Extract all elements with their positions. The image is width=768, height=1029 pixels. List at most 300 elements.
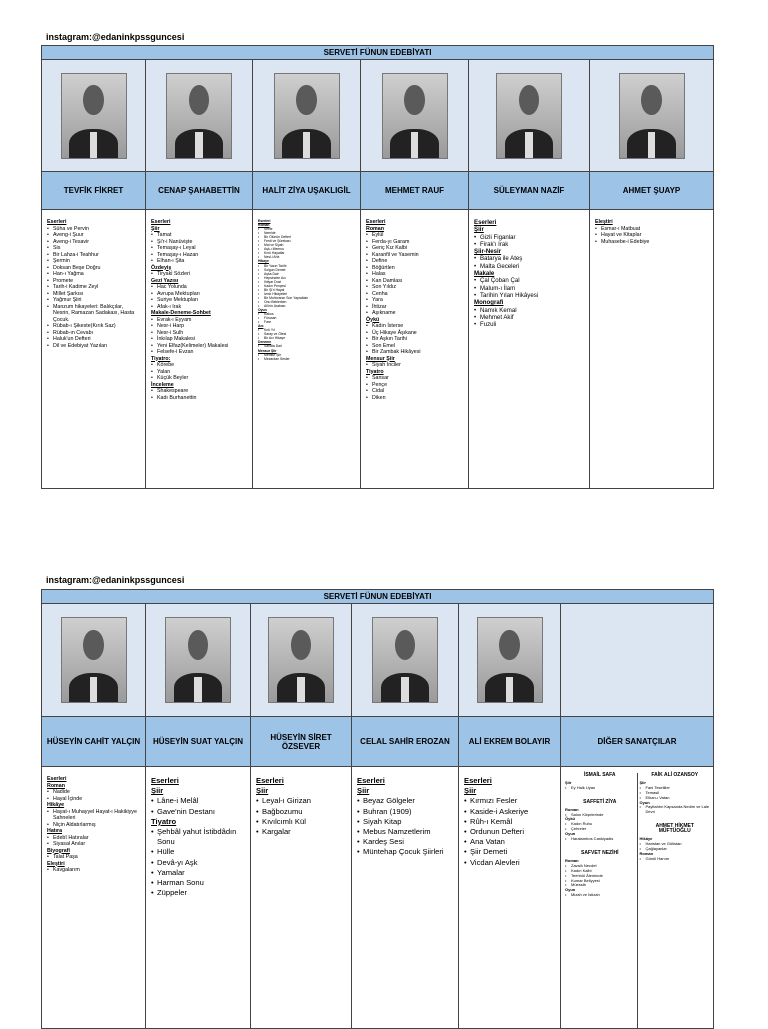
- list-item: • Üç Hikaye Âşıkane: [366, 330, 464, 337]
- list-item: • Son Yıldız: [366, 284, 464, 291]
- section-heading: Şiir: [357, 786, 370, 796]
- portrait-tevfik-fikret: [42, 60, 146, 171]
- list-item: • Tamat: [151, 232, 248, 239]
- works-items: [151, 271, 248, 278]
- list-item: • Rübab-ı Şikeste(Kırık Saz): [47, 323, 141, 330]
- other-artist-block: [565, 851, 635, 898]
- section-heading: Hikâye: [47, 802, 65, 808]
- author-name: MEHMET RAUF: [361, 172, 469, 209]
- list-item: • Yağmur Şiiri: [47, 297, 141, 304]
- section-heading: Roman: [47, 782, 65, 789]
- list-item: • Nesl-i Ahir: [258, 255, 356, 259]
- section-heading: Eserleri: [151, 776, 179, 785]
- works-items: [258, 312, 356, 324]
- list-item: • Kadın Pençesi: [258, 284, 356, 288]
- list-item: • İzmir Hikâyeleri: [258, 292, 356, 296]
- list-item: • Yara: [366, 297, 464, 304]
- portrait-huseyin-cahit: [42, 604, 146, 716]
- section-heading: Eserleri: [357, 776, 385, 785]
- list-item: • Böğürtlen: [366, 265, 464, 272]
- list-item: • Halas: [366, 271, 464, 278]
- section-heading: Şiir: [151, 225, 160, 232]
- works-items: [464, 796, 556, 867]
- list-item: • Bir Lahza-i Teahhur: [47, 252, 141, 259]
- list-item: • Haluk'un Defteri: [47, 336, 141, 343]
- section-heading: Oyun: [639, 799, 650, 805]
- works-items: [640, 842, 711, 852]
- list-item: • Kıvılcımlı Kül: [256, 817, 347, 827]
- works-items: [565, 813, 635, 818]
- section-heading: Oyun: [258, 308, 267, 313]
- section-heading: Özdeyiş: [151, 264, 172, 271]
- works-items: [366, 232, 464, 317]
- list-item: • Fani Teselliler: [640, 786, 711, 791]
- list-item: • Temaşay-ı Hazan: [151, 252, 248, 259]
- section-heading: Şiir: [151, 786, 164, 796]
- other-artist-name: AHMET HİKMET MÜFTÜOĞLU: [655, 823, 694, 835]
- list-item: • Kadın Kalbi: [565, 869, 635, 874]
- list-item: • Fuzuli: [474, 321, 585, 328]
- other-artists-header: DİĞER SANATÇILAR: [561, 717, 713, 766]
- section-heading: İnceleme: [151, 381, 174, 388]
- list-item: • Solgun Demet: [258, 268, 356, 272]
- list-item: • Onu Beklerken: [258, 300, 356, 304]
- list-item: • Bir Ölünün Defteri: [258, 235, 356, 239]
- section-heading: Oyun: [565, 887, 576, 893]
- works-items: [151, 284, 248, 310]
- section-heading: Şiir: [474, 226, 484, 234]
- list-item: • Esmar-ı Matbuat: [595, 226, 709, 233]
- list-item: • Elhan-ı Vatan: [640, 796, 711, 801]
- list-item: • Buhran (1909): [357, 807, 454, 817]
- list-item: • Hayat-ı Muhayyel Hayat-ı Hakikiyye Sahneleri: [47, 809, 141, 822]
- list-item: • Hayal İçinde: [47, 796, 141, 803]
- list-item: • Saray ve Ötesi: [258, 332, 356, 336]
- instagram-handle: instagram:@edaninkpssguncesi: [46, 32, 185, 42]
- works-items: [366, 323, 464, 356]
- list-item: • Sühа ve Pervin: [47, 226, 141, 233]
- list-item: • Pençe: [366, 382, 464, 389]
- list-item: • Talat Paşa: [47, 854, 141, 861]
- list-item: • Genç Kız Kalbi: [366, 245, 464, 252]
- section-heading: Şiir: [565, 779, 572, 785]
- author-name: HÜSEYİN CAHİT YALÇIN: [42, 717, 146, 766]
- works-items: [47, 226, 141, 350]
- works-items: [474, 234, 585, 249]
- list-item: • Suriye Mektupları: [151, 297, 248, 304]
- list-item: • Ali'nin Arabası: [258, 304, 356, 308]
- portrait-halit-ziya: [253, 60, 361, 171]
- list-item: • Siyasal Anılar: [47, 841, 141, 848]
- list-item: • Bir Zambak Hikâyesi: [366, 349, 464, 356]
- section-heading: Mensur Şiir: [258, 348, 277, 353]
- list-item: • Bir Acı Hikaye: [258, 336, 356, 340]
- works-items: [151, 388, 248, 401]
- portrait-celal-sahir: [352, 604, 459, 716]
- works-items: [565, 786, 635, 791]
- works-list: [590, 210, 713, 489]
- list-item: • Ordunun Defteri: [464, 827, 556, 837]
- section-heading: Monografi: [474, 299, 504, 307]
- other-artists-right: [638, 773, 713, 1029]
- works-items: [47, 835, 141, 848]
- section-heading: Eserleri: [47, 219, 67, 225]
- list-item: • Tarih-i Kadime Zeyl: [47, 284, 141, 291]
- list-item: • Şermin: [47, 258, 141, 265]
- section-heading: Eleştiri: [595, 219, 613, 225]
- list-item: • Müntehap Çocuk Şiirleri: [357, 847, 454, 857]
- section-heading: Roman: [366, 225, 384, 232]
- list-item: • Şehbâl yahut İstibdâdın Sonu: [151, 827, 246, 847]
- list-item: • Doksan Beşe Doğru: [47, 265, 141, 272]
- works-items: [474, 255, 585, 270]
- portrait-suleyman-nazif: [469, 60, 590, 171]
- works-items: [366, 362, 464, 369]
- portrait-photo: [274, 73, 340, 159]
- works-items: [258, 353, 356, 361]
- list-item: • Hülle: [151, 847, 246, 857]
- list-item: • Diken: [366, 395, 464, 402]
- list-item: • Mai ve Siyah: [258, 243, 356, 247]
- author-name: CENAP ŞAHABETTİN: [146, 172, 253, 209]
- list-item: • Kadın İsterse: [366, 323, 464, 330]
- other-artist-name: FAİK ALİ OZANSOY: [651, 772, 699, 778]
- works-items: [151, 317, 248, 356]
- author-name: AHMET ŞUAYP: [590, 172, 713, 209]
- list-item: • Kırk Yıl: [258, 328, 356, 332]
- list-item: • Nesr-i Sulh: [151, 330, 248, 337]
- works-items: [151, 827, 246, 898]
- section-heading: Mensur Şiir: [366, 355, 395, 362]
- list-item: • İnkılap Makalesi: [151, 336, 248, 343]
- table-title: SERVETİ FÜNUN EDEBİYATI: [42, 590, 713, 604]
- list-item: • Mensur Şiir: [258, 353, 356, 357]
- section-heading: Deneme: [258, 340, 272, 345]
- list-item: • Nemide: [258, 231, 356, 235]
- list-item: • Vicdan Alevleri: [464, 858, 556, 868]
- list-item: • Çehreler: [565, 827, 635, 832]
- list-item: • Edebî Hatıralar: [47, 835, 141, 842]
- works-items: [565, 864, 635, 889]
- list-item: • Tarihin Yılan Hikâyesi: [474, 292, 585, 299]
- list-item: • Gönül Hanım: [640, 857, 711, 862]
- list-item: • Nadide: [47, 789, 141, 796]
- list-item: • Son Emel: [366, 343, 464, 350]
- list-item: • Firak'ı Irak: [474, 241, 585, 248]
- section-heading: Makale-Deneme-Sohbet: [151, 310, 211, 316]
- section-heading: Roman: [639, 850, 654, 856]
- list-item: • Ferdi ve Şürekası: [258, 239, 356, 243]
- author-name: ALİ EKREM BOLAYIR: [459, 717, 561, 766]
- list-item: • Elhan-ı Şita: [151, 258, 248, 265]
- section-heading: Roman: [565, 857, 579, 863]
- portrait-photo: [166, 73, 232, 159]
- author-name: HÜSEYİN SUAT YALÇIN: [146, 717, 251, 766]
- list-item: • Sansar: [366, 375, 464, 382]
- list-item: • Afak-ı Irak: [151, 304, 248, 311]
- list-item: • Muhasebe-i Edebiye: [595, 239, 709, 246]
- works-items: [256, 796, 347, 837]
- section-heading: Biyografi: [47, 847, 70, 854]
- works-items: [640, 857, 711, 862]
- section-heading: Eserleri: [256, 776, 284, 785]
- list-item: • Millet Şarkısı: [47, 291, 141, 298]
- works-list: [42, 210, 146, 489]
- list-item: • Evrak-ı Eyyam: [151, 317, 248, 324]
- list-item: • Felsefe-i Evzan: [151, 349, 248, 356]
- table-servet-funun-2: [41, 589, 714, 1029]
- list-item: • Bir Şi'ri Hayal: [258, 288, 356, 292]
- section-heading: Eserleri: [366, 219, 386, 225]
- list-item: • Kan Damlası: [366, 278, 464, 285]
- works-list: [459, 767, 561, 1029]
- section-heading: Hikaye: [258, 259, 269, 264]
- list-item: • Cidal: [366, 388, 464, 395]
- list-item: • Hepsinden Acı: [258, 276, 356, 280]
- list-item: • Müessib: [565, 883, 635, 888]
- list-item: • Temasil: [640, 791, 711, 796]
- list-item: • Yamalar: [151, 868, 246, 878]
- section-heading: Şiir: [256, 786, 269, 796]
- list-item: • Hаn-ı Yağma: [47, 271, 141, 278]
- other-artist-name: İSMAİL SAFA: [583, 772, 616, 778]
- list-item: • Hayat ve Kitaplar: [595, 232, 709, 239]
- section-heading: Şiir-Nesir: [474, 248, 502, 256]
- author-name: HÜSEYİN SİRET ÖZSEVER: [251, 717, 352, 766]
- section-heading: Anı: [258, 324, 264, 329]
- works-items: [474, 277, 585, 299]
- section-heading: Şiir: [639, 779, 646, 785]
- works-items: [565, 822, 635, 832]
- section-heading: Tiyatro:: [151, 355, 171, 362]
- list-item: • Ferda-yı Garam: [366, 239, 464, 246]
- list-item: • Şiir Demeti: [464, 847, 556, 857]
- list-item: • Beyaz Gölgeler: [357, 796, 454, 806]
- list-item: • Mebus Namzetlerim: [357, 827, 454, 837]
- list-item: • Kırık Hayatlar: [258, 251, 356, 255]
- list-item: • Temaşay-ı Leyal: [151, 245, 248, 252]
- works-list: [352, 767, 459, 1029]
- list-item: • Fürusan: [258, 316, 356, 320]
- portrait-huseyin-suat: [146, 604, 251, 716]
- portrait-mehmet-rauf: [361, 60, 469, 171]
- section-heading: Eserleri: [474, 219, 497, 226]
- portrait-empty: [561, 604, 713, 716]
- section-heading: Hikâye: [639, 836, 653, 842]
- instagram-handle: instagram:@edaninkpssguncesi: [46, 575, 185, 585]
- list-item: • İhtizar: [366, 304, 464, 311]
- portrait-photo: [496, 73, 562, 159]
- works-list: [361, 210, 469, 489]
- list-item: • Gave'nin Destanı: [151, 807, 246, 817]
- other-artists: [561, 767, 713, 1029]
- list-item: • Küçük Beyler: [151, 375, 248, 382]
- list-item: • Eylül: [366, 232, 464, 239]
- list-item: • Yeni Elfaz(Kelimeler) Makalesi: [151, 343, 248, 350]
- list-item: • Promete: [47, 278, 141, 285]
- list-item: • Çal Çoban Çal: [474, 277, 585, 284]
- section-heading: Eserleri: [151, 219, 171, 225]
- section-heading: Hatıra: [47, 828, 63, 834]
- list-item: • Ana Vatan: [464, 837, 556, 847]
- list-item: • Kadı Burhanettin: [151, 395, 248, 402]
- works-items: [258, 264, 356, 309]
- section-heading: Eleştiri: [47, 860, 65, 867]
- list-item: • Payitahtın Kapsanda Nedim ve Lale Devri: [640, 805, 711, 815]
- works-items: [151, 232, 248, 265]
- works-items: [151, 362, 248, 382]
- list-item: • Niçin Aldatırlarmış: [47, 822, 141, 829]
- portrait-ahmet-suayp: [590, 60, 713, 171]
- section-heading: Tiyatro: [151, 816, 177, 826]
- portrait-photo: [477, 617, 543, 703]
- list-item: • Fare: [258, 320, 356, 324]
- works-items: [47, 809, 141, 829]
- list-item: • Tiryaki Sözleri: [151, 271, 248, 278]
- list-item: • Rûh-ı Kemâl: [464, 817, 556, 827]
- list-item: • Bir Aşkın Tarihi: [366, 336, 464, 343]
- works-list: [469, 210, 590, 489]
- list-item: • Aşıkname: [366, 310, 464, 317]
- list-item: • Cenha: [366, 291, 464, 298]
- list-item: • Hac Yolunda: [151, 284, 248, 291]
- table-title: SERVETİ FÜNUN EDEBİYATI: [42, 46, 713, 60]
- section-heading: Öykü: [565, 816, 576, 822]
- other-artist-name: SAFFETİ ZİYA: [583, 798, 617, 805]
- works-items: [47, 854, 141, 861]
- works-list: [146, 210, 253, 489]
- list-item: • Aşka Dair: [258, 272, 356, 276]
- list-item: • Manzum hikayeleri: Balıkçılar, Nesrin, Ramazan Sadakası, Hasta Çocuk.: [47, 304, 141, 324]
- other-artist-block: [640, 773, 711, 815]
- list-item: • Bağbozumu: [256, 807, 347, 817]
- list-item: • Çağlayanlar: [640, 847, 711, 852]
- section-heading: Eserleri: [47, 776, 67, 782]
- table-servet-funun-1: [41, 45, 714, 489]
- list-item: • Mehmet Akif: [474, 314, 585, 321]
- list-item: • Haralambos Cankiyadis: [565, 837, 635, 842]
- portrait-photo: [619, 73, 685, 159]
- section-heading: Gezi Yazısı: [151, 277, 179, 284]
- section-heading: Şiir: [464, 786, 477, 796]
- list-item: • Sanata Dair: [258, 344, 356, 348]
- list-item: • Şi'r-i Nаnüvişte: [151, 239, 248, 246]
- works-items: [357, 796, 454, 857]
- list-item: • Siyah İnciler: [366, 362, 464, 369]
- works-list: [253, 210, 361, 489]
- list-item: • Zavallı Necdet: [565, 864, 635, 869]
- list-item: • Nesr-i Harp: [151, 323, 248, 330]
- list-item: • Yalan: [151, 369, 248, 376]
- section-heading: Roman: [565, 806, 579, 812]
- list-item: • Kargalar: [256, 827, 347, 837]
- portrait-cenap-sahabettin: [146, 60, 253, 171]
- works-items: [565, 893, 635, 898]
- list-item: • Shakespeare: [151, 388, 248, 395]
- portrait-photo: [165, 617, 231, 703]
- section-heading: Öykü: [366, 316, 380, 323]
- works-list: [251, 767, 352, 1029]
- portrait-ali-ekrem: [459, 604, 561, 716]
- list-item: • Lâne-i Melâl: [151, 796, 246, 806]
- list-item: • Malum-ı İlam: [474, 285, 585, 292]
- author-name: SÜLEYMAN NAZİF: [469, 172, 590, 209]
- other-artist-block: [640, 824, 711, 861]
- list-item: • Bir Muhtıranın Son Yaprakları: [258, 296, 356, 300]
- list-item: • Salon Köşelerinde: [565, 813, 635, 818]
- list-item: • Karanfil ve Yasemin: [366, 252, 464, 259]
- list-item: • Leyal-ı Girizan: [256, 796, 347, 806]
- list-item: • Rübab-ın Cevabı: [47, 330, 141, 337]
- list-item: • Teehhül Âleminde: [565, 874, 635, 879]
- works-items: [151, 796, 246, 816]
- list-item: • Kırmızı Fesler: [464, 796, 556, 806]
- other-artists-left: [563, 773, 638, 1029]
- works-list: [146, 767, 251, 1029]
- list-item: • Gizli Figanlar: [474, 234, 585, 241]
- list-item: • Batarya ile Ateş: [474, 255, 585, 262]
- works-list: [42, 767, 146, 1029]
- portrait-photo: [372, 617, 438, 703]
- list-item: • Mizah ve İstizah: [565, 893, 635, 898]
- works-items: [565, 837, 635, 842]
- list-item: • Avrupa Mektupları: [151, 291, 248, 298]
- other-artist-block: [565, 800, 635, 842]
- list-item: • Devâ-yı Aşk: [151, 858, 246, 868]
- works-items: [258, 344, 356, 348]
- portrait-photo: [268, 617, 334, 703]
- section-heading: Roman: [258, 223, 270, 228]
- list-item: • Aşk-ı Memnu: [258, 247, 356, 251]
- list-item: • Kabus: [258, 312, 356, 316]
- list-item: • Sis: [47, 245, 141, 252]
- list-item: • Harman Sonu: [151, 878, 246, 888]
- works-items: [595, 226, 709, 246]
- works-items: [47, 867, 141, 874]
- works-items: [640, 805, 711, 815]
- list-item: • Kardeş Sesi: [357, 837, 454, 847]
- list-item: • Kaside-i Askeriye: [464, 807, 556, 817]
- other-artist-name: SAFVET NEZİHİ: [580, 849, 619, 856]
- list-item: • Define: [366, 258, 464, 265]
- list-item: • Ihtiyar Dost: [258, 280, 356, 284]
- list-item: • Dil ve Edebiyat Yazıları: [47, 343, 141, 350]
- works-items: [258, 227, 356, 259]
- section-heading: Tiyatro: [366, 368, 384, 375]
- section-heading: Eserleri: [258, 219, 271, 223]
- list-item: • Kavgalarım: [47, 867, 141, 874]
- list-item: • Siyah Kitap: [357, 817, 454, 827]
- section-heading: Eserleri: [464, 776, 492, 785]
- list-item: • Namık Kemal: [474, 307, 585, 314]
- list-item: • Sefile: [258, 227, 356, 231]
- list-item: • Aveng-i Şuur: [47, 232, 141, 239]
- list-item: • Körebe: [151, 362, 248, 369]
- portrait-photo: [61, 617, 127, 703]
- list-item: • Aveng-i Tesavir: [47, 239, 141, 246]
- works-items: [640, 786, 711, 801]
- list-item: • Haristan ve Gülistan: [640, 842, 711, 847]
- portrait-huseyin-siret: [251, 604, 352, 716]
- section-heading: Makale: [474, 270, 495, 278]
- portrait-photo: [382, 73, 448, 159]
- list-item: • Kadın Ruhu: [565, 822, 635, 827]
- portrait-photo: [61, 73, 127, 159]
- list-item: • Mezardan Sesler: [258, 357, 356, 361]
- works-items: [474, 307, 585, 329]
- list-item: • Ey Halk Uyan: [565, 786, 635, 791]
- author-name: CELAL SAHİR EROZAN: [352, 717, 459, 766]
